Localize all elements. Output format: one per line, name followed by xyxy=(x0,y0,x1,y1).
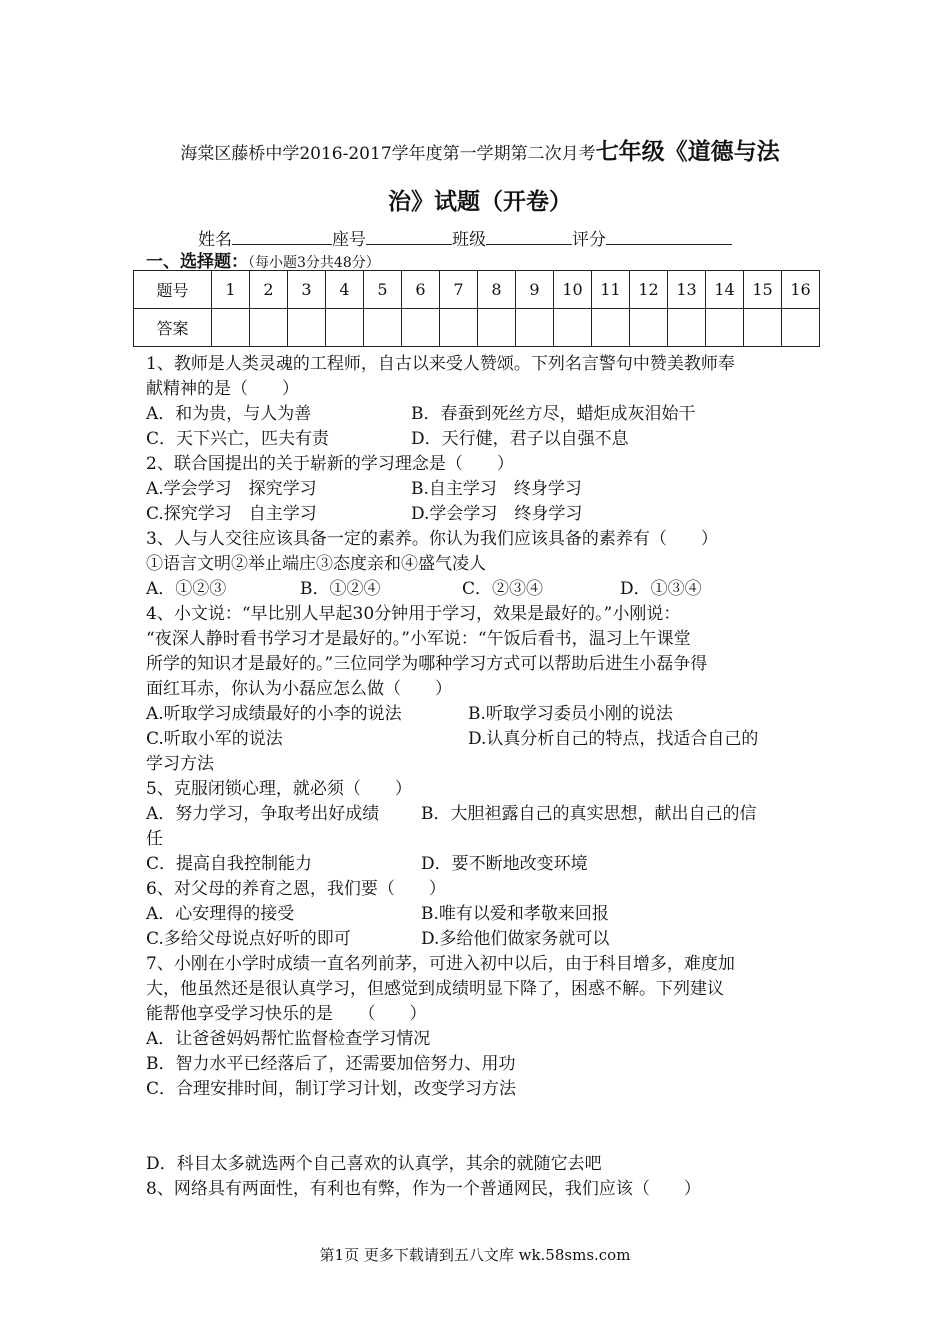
answer-cell[interactable] xyxy=(440,309,478,347)
title-subject: 七年级《道德与法 xyxy=(595,138,780,165)
answer-cell[interactable] xyxy=(250,309,288,347)
q3-option-d: D．①③④ xyxy=(620,579,702,599)
q3-statements: ①语言文明②举止端庄③态度亲和④盛气凌人 xyxy=(146,554,486,574)
seat-blank[interactable] xyxy=(366,226,452,245)
q4-option-a: A.听取学习成绩最好的小李的说法 xyxy=(146,704,402,724)
q4-option-b: B.听取学习委员小刚的说法 xyxy=(468,704,673,724)
row-label-answer: 答案 xyxy=(134,309,212,347)
title-line-1 xyxy=(140,132,820,174)
section-note: （每小题3分共48分） xyxy=(248,255,380,271)
q5-option-b: B．大胆袒露自己的真实思想，献出自己的信 xyxy=(421,804,757,824)
page-footer: 第1页 更多下载请到五八文库 wk.58sms.com xyxy=(319,1246,631,1264)
question-7-stem-cont: 能帮他享受学习快乐的是 （ ） xyxy=(146,1004,427,1024)
question-8-stem: 8、网络具有两面性，有利也有弊，作为一个普通网民，我们应该（ ） xyxy=(146,1179,701,1199)
q7-option-b: B．智力水平已经落后了，还需要加倍努力、用功 xyxy=(146,1054,516,1074)
q2-option-c: C.探究学习 自主学习 xyxy=(146,504,317,524)
question-number: 8 xyxy=(478,271,516,309)
q6-option-a: A．心安理得的接受 xyxy=(146,904,295,924)
answer-cell[interactable] xyxy=(478,309,516,347)
question-number: 6 xyxy=(402,271,440,309)
question-number: 12 xyxy=(630,271,668,309)
answer-cell[interactable] xyxy=(516,309,554,347)
q6-option-d: D.多给他们做家务就可以 xyxy=(421,929,610,949)
score-blank[interactable] xyxy=(606,226,732,245)
question-number-row xyxy=(134,271,820,309)
answer-row xyxy=(134,309,820,347)
question-number: 14 xyxy=(706,271,744,309)
question-number: 5 xyxy=(364,271,402,309)
q2-option-a: A.学会学习 探究学习 xyxy=(146,479,317,499)
q6-option-c: C.多给父母说点好听的即可 xyxy=(146,929,351,949)
answer-cell[interactable] xyxy=(212,309,250,347)
name-blank[interactable] xyxy=(232,226,332,245)
question-7-stem: 7、小刚在小学时成绩一直名列前茅，可进入初中以后，由于科目增多，难度加 xyxy=(146,954,735,974)
answer-cell[interactable] xyxy=(782,309,820,347)
section-title: 一、选择题： xyxy=(146,252,248,272)
question-number: 1 xyxy=(212,271,250,309)
q5-option-a: A．努力学习，争取考出好成绩 xyxy=(146,804,380,824)
q7-option-c: C．合理安排时间，制订学习计划，改变学习方法 xyxy=(146,1079,517,1099)
q3-option-a: A．①②③ xyxy=(146,579,227,599)
answer-cell[interactable] xyxy=(630,309,668,347)
question-5-stem: 5、克服闭锁心理，就必须（ ） xyxy=(146,779,412,799)
question-number: 9 xyxy=(516,271,554,309)
q4-option-d-cont: 学习方法 xyxy=(146,754,214,774)
q3-option-c: C．②③④ xyxy=(462,579,544,599)
q1-option-b: B．春蚕到死丝方尽，蜡炬成灰泪始干 xyxy=(411,404,696,424)
q1-option-d: D．天行健，君子以自强不息 xyxy=(411,429,629,449)
answer-table xyxy=(133,270,820,347)
q5-option-d: D．要不断地改变环境 xyxy=(421,854,588,874)
q7-option-a: A．让爸爸妈妈帮忙监督检查学习情况 xyxy=(146,1029,431,1049)
question-number: 2 xyxy=(250,271,288,309)
q3-option-b: B．①②④ xyxy=(300,579,381,599)
title-line-2: 治》试题（开卷） xyxy=(388,188,572,215)
q2-option-d: D.学会学习 终身学习 xyxy=(411,504,583,524)
question-1-stem: 1、教师是人类灵魂的工程师，自古以来受人赞颂。下列名言警句中赞美教师奉 xyxy=(146,354,735,374)
student-info-row xyxy=(198,226,732,252)
answer-cell[interactable] xyxy=(326,309,364,347)
question-4-stem-cont: “夜深人静时看书学习才是最好的。”小军说：“午饭后看书，温习上午课堂 xyxy=(146,629,691,649)
answer-cell[interactable] xyxy=(668,309,706,347)
class-label: 班级 xyxy=(452,230,486,250)
q6-option-b: B.唯有以爱和孝敬来回报 xyxy=(421,904,609,924)
row-label-number: 题号 xyxy=(134,271,212,309)
answer-cell[interactable] xyxy=(402,309,440,347)
score-label: 评分 xyxy=(572,230,606,250)
answer-cell[interactable] xyxy=(288,309,326,347)
question-number: 10 xyxy=(554,271,592,309)
question-2-stem: 2、联合国提出的关于崭新的学习理念是（ ） xyxy=(146,454,514,474)
seat-label: 座号 xyxy=(332,230,366,250)
q1-option-c: C．天下兴亡，匹夫有责 xyxy=(146,429,330,449)
question-4-stem-cont: 所学的知识才是最好的。”三位同学为哪种学习方式可以帮助后进生小磊争得 xyxy=(146,654,708,674)
q4-option-c: C.听取小军的说法 xyxy=(146,729,283,749)
question-number: 15 xyxy=(744,271,782,309)
q5-option-c: C．提高自我控制能力 xyxy=(146,854,313,874)
answer-cell[interactable] xyxy=(744,309,782,347)
question-number: 13 xyxy=(668,271,706,309)
q7-option-d: D．科目太多就选两个自己喜欢的认真学，其余的就随它去吧 xyxy=(146,1154,602,1174)
q2-option-b: B.自主学习 终身学习 xyxy=(411,479,582,499)
question-3-stem: 3、人与人交往应该具备一定的素养。你认为我们应该具备的素养有（ ） xyxy=(146,529,718,549)
answer-cell[interactable] xyxy=(592,309,630,347)
question-7-stem-cont: 大，他虽然还是很认真学习，但感觉到成绩明显下降了，困惑不解。下列建议 xyxy=(146,979,724,999)
question-6-stem: 6、对父母的养育之恩，我们要（ ） xyxy=(146,879,446,899)
answer-cell[interactable] xyxy=(706,309,744,347)
q5-option-b-cont: 任 xyxy=(146,829,163,849)
q1-option-a: A．和为贵，与人为善 xyxy=(146,404,312,424)
question-4-stem-cont: 面红耳赤，你认为小磊应怎么做（ ） xyxy=(146,679,452,699)
question-number: 11 xyxy=(592,271,630,309)
class-blank[interactable] xyxy=(486,226,572,245)
question-4-stem: 4、小文说：“早比别人早起30分钟用于学习，效果是最好的。”小刚说： xyxy=(146,604,681,624)
q4-option-d: D.认真分析自己的特点，找适合自己的 xyxy=(468,729,759,749)
question-1-stem-cont: 献精神的是（ ） xyxy=(146,379,299,399)
question-number: 7 xyxy=(440,271,478,309)
question-number: 16 xyxy=(782,271,820,309)
title-school: 海棠区藤桥中学2016-2017学年度第一学期第二次月考 xyxy=(180,144,596,164)
question-number: 4 xyxy=(326,271,364,309)
answer-cell[interactable] xyxy=(364,309,402,347)
name-label: 姓名 xyxy=(198,230,232,250)
question-number: 3 xyxy=(288,271,326,309)
answer-cell[interactable] xyxy=(554,309,592,347)
